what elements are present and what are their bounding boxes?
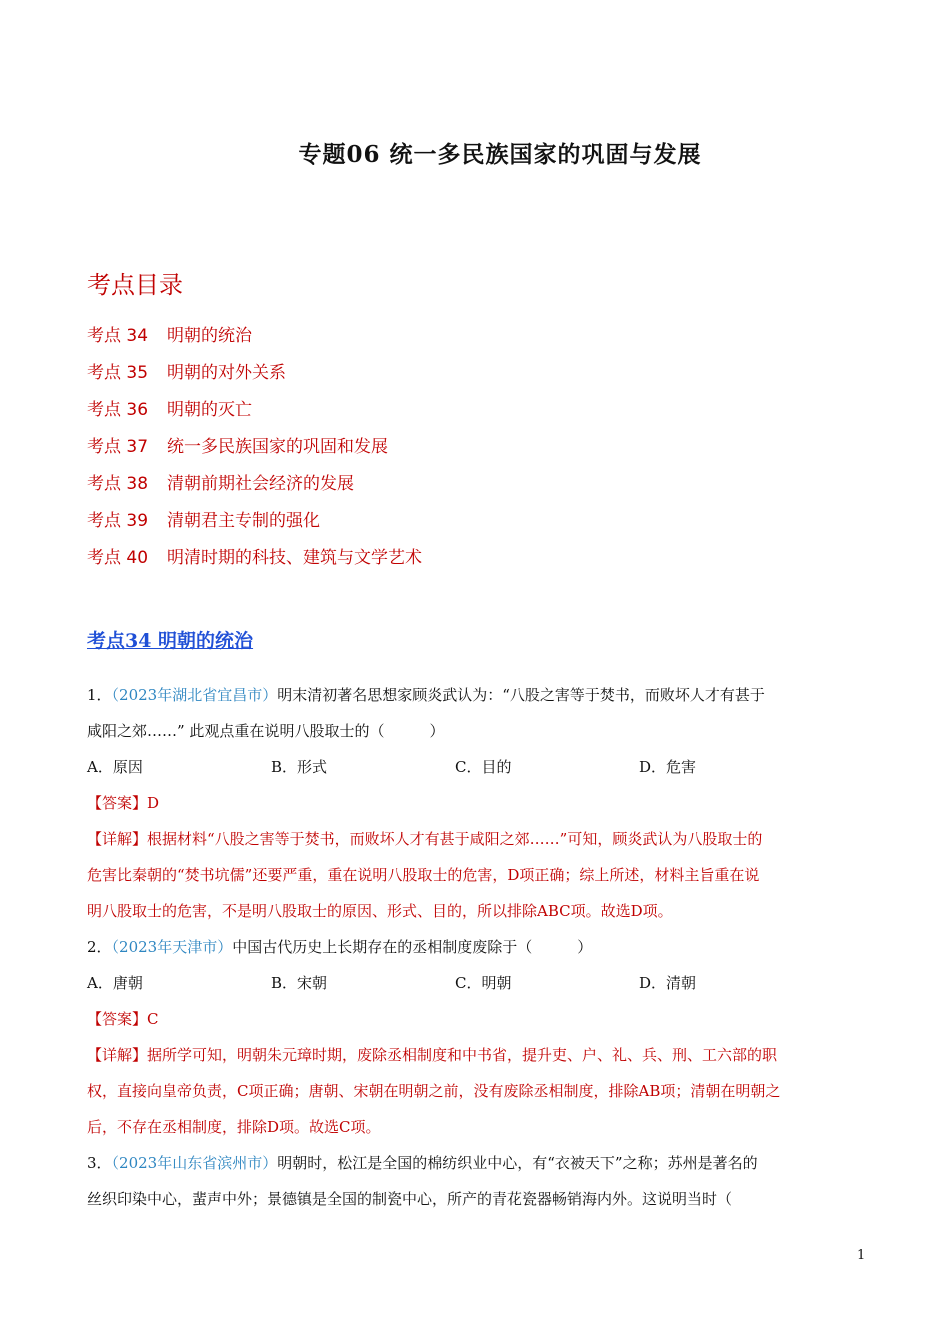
q2-options (87, 965, 864, 1001)
toc-item-num: 考点 34 (87, 326, 149, 346)
toc-item[interactable] (87, 432, 422, 469)
toc-item[interactable] (87, 543, 422, 580)
q3-stem-line2: 丝织印染中心，蜚声中外；景德镇是全国的制瓷中心，所产的青花瓷器畅销海内外。这说明当时（ (87, 1190, 733, 1208)
question-content (87, 677, 864, 1217)
q2-source: （2023年天津市） (111, 938, 233, 956)
q3-stem-text1: 明朝时，松江是全国的棉纺织业中心，有“衣被天下”之称；苏州是著名的 (277, 1154, 758, 1172)
q2-detail-line1: 【详解】据所学可知，明朝朱元璋时期，废除丞相制度和中书省，提升吏、户、礼、兵、刑、工六部的职 (87, 1046, 778, 1064)
q2-number: 2． (87, 938, 112, 956)
q3-stem-line1 (87, 1145, 864, 1181)
toc-item[interactable] (87, 321, 422, 358)
q1-answer: 【答案】D (87, 794, 160, 812)
q2-answer: 【答案】C (87, 1010, 159, 1028)
q1-stem-text1: 明末清初著名思想家顾炎武认为：“八股之害等于焚书，而败坏人才有甚于 (277, 686, 765, 704)
toc-item-text: 统一多民族国家的巩固和发展 (167, 437, 388, 457)
toc-item-num: 考点 36 (87, 400, 149, 420)
toc-item-num: 考点 38 (87, 474, 149, 494)
q2-detail-line2: 权，直接向皇帝负责，C项正确；唐朝、宋朝在明朝之前，没有废除丞相制度，排除AB项；清朝在明朝之 (87, 1082, 781, 1100)
toc-item-text: 清朝前期社会经济的发展 (167, 474, 354, 494)
q1-number: 1． (87, 686, 112, 704)
q2-option-c: C．明朝 (455, 974, 512, 992)
toc-item-text: 明朝的灭亡 (167, 400, 252, 420)
toc-heading: 考点目录 (87, 271, 183, 299)
q1-stem-line2: 咸阳之郊……” 此观点重在说明八股取士的（ ） (87, 722, 445, 740)
q1-stem-line1 (87, 677, 864, 713)
q2-stem-line1 (87, 929, 864, 965)
q2-option-b: B．宋朝 (271, 974, 328, 992)
toc-item-num: 考点 40 (87, 548, 149, 568)
toc-item-num: 考点 35 (87, 363, 149, 383)
q1-detail-line3: 明八股取士的危害，不是明八股取士的原因、形式、目的，所以排除ABC项。故选D项。 (87, 902, 673, 920)
q1-option-b: B．形式 (271, 758, 328, 776)
q2-detail-line3: 后，不存在丞相制度，排除D项。故选C项。 (87, 1118, 381, 1136)
toc-item-text: 清朝君主专制的强化 (167, 511, 320, 531)
page-number: 1 (857, 1248, 866, 1263)
q3-number: 3． (87, 1154, 112, 1172)
q2-option-a: A．唐朝 (87, 974, 143, 992)
toc-item-text: 明朝的对外关系 (167, 363, 286, 383)
q1-detail-line1: 【详解】根据材料“八股之害等于焚书，而败坏人才有甚于咸阳之郊……”可知，顾炎武认为八股取士的 (87, 830, 763, 848)
toc-item-num: 考点 37 (87, 437, 149, 457)
q1-option-d: D．危害 (639, 758, 697, 776)
toc-item-text: 明清时期的科技、建筑与文学艺术 (167, 548, 422, 568)
page-title: 专题06 统一多民族国家的巩固与发展 (298, 141, 702, 168)
toc-item[interactable] (87, 469, 422, 506)
toc-item-text: 明朝的统治 (167, 326, 252, 346)
toc-list (87, 321, 422, 580)
section-heading-link[interactable]: 考点34 明朝的统治 (87, 630, 254, 652)
toc-item[interactable] (87, 506, 422, 543)
q2-stem-text1: 中国古代历史上长期存在的丞相制度废除于（ ） (232, 938, 593, 956)
q1-source: （2023年湖北省宜昌市） (111, 686, 278, 704)
toc-item[interactable] (87, 395, 422, 432)
q1-option-a: A．原因 (87, 758, 143, 776)
q1-option-c: C．目的 (455, 758, 512, 776)
q3-source: （2023年山东省滨州市） (111, 1154, 278, 1172)
toc-item[interactable] (87, 358, 422, 395)
q1-detail-line2: 危害比秦朝的“焚书坑儒”还要严重，重在说明八股取士的危害，D项正确；综上所述，材料主旨重在说 (87, 866, 760, 884)
q1-options (87, 749, 864, 785)
q2-option-d: D．清朝 (639, 974, 697, 992)
toc-item-num: 考点 39 (87, 511, 149, 531)
